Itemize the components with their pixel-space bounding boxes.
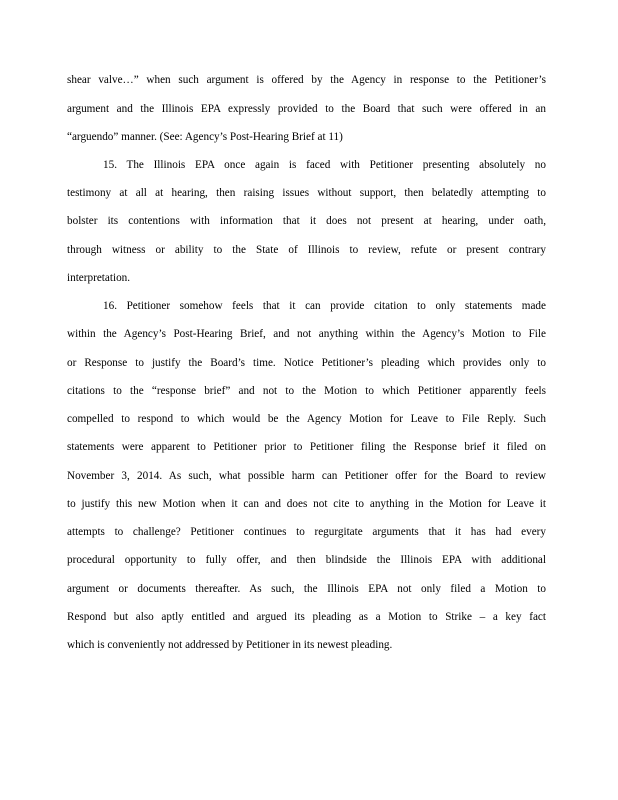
text-line: through witness or ability to the State of Illinois to review, refute or present contrary — [67, 244, 546, 256]
text-line: testimony at all at hearing, then raising issues without support, then belatedly attempting to — [67, 187, 546, 199]
text-line: within the Agency’s Post-Hearing Brief, and not anything within the Agency’s Motion to File — [67, 328, 546, 340]
text-line: statements were apparent to Petitioner prior to Petitioner filing the Response brief it filed on — [67, 441, 546, 453]
text-line: Respond but also aptly entitled and argued its pleading as a Motion to Strike – a key fact — [67, 611, 546, 623]
text-line: citations to the “response brief” and not to the Motion to which Petitioner apparently feels — [67, 385, 546, 397]
text-line: to justify this new Motion when it can and does not cite to anything in the Motion for Leave it — [67, 498, 546, 510]
text-line: compelled to respond to which would be the Agency Motion for Leave to File Reply. Such — [67, 413, 546, 425]
paragraph-16-start: 16. Petitioner somehow feels that it can provide citation to only statements made — [103, 300, 546, 312]
text-line: “arguendo” manner. (See: Agency’s Post-Hearing Brief at 11) — [67, 131, 343, 143]
text-line: shear valve…” when such argument is offered by the Agency in response to the Petitioner’s — [67, 74, 546, 86]
text-line: interpretation. — [67, 272, 131, 284]
text-line: argument and the Illinois EPA expressly provided to the Board that such were offered in an — [67, 103, 546, 115]
text-line: procedural opportunity to fully offer, and then blindside the Illinois EPA with additional — [67, 554, 546, 566]
text-line: argument or documents thereafter. As such, the Illinois EPA not only filed a Motion to — [67, 583, 546, 595]
paragraph-15-start: 15. The Illinois EPA once again is faced with Petitioner presenting absolutely no — [103, 159, 546, 171]
text-line: which is conveniently not addressed by Petitioner in its newest pleading. — [67, 639, 393, 651]
text-line: bolster its contentions with information that it does not present at hearing, under oath, — [67, 215, 546, 227]
text-line: attempts to challenge? Petitioner continues to regurgitate arguments that it has had every — [67, 526, 546, 538]
text-line: or Response to justify the Board’s time. Notice Petitioner’s pleading which provides only to — [67, 357, 546, 369]
text-line: November 3, 2014. As such, what possible harm can Petitioner offer for the Board to review — [67, 470, 546, 482]
